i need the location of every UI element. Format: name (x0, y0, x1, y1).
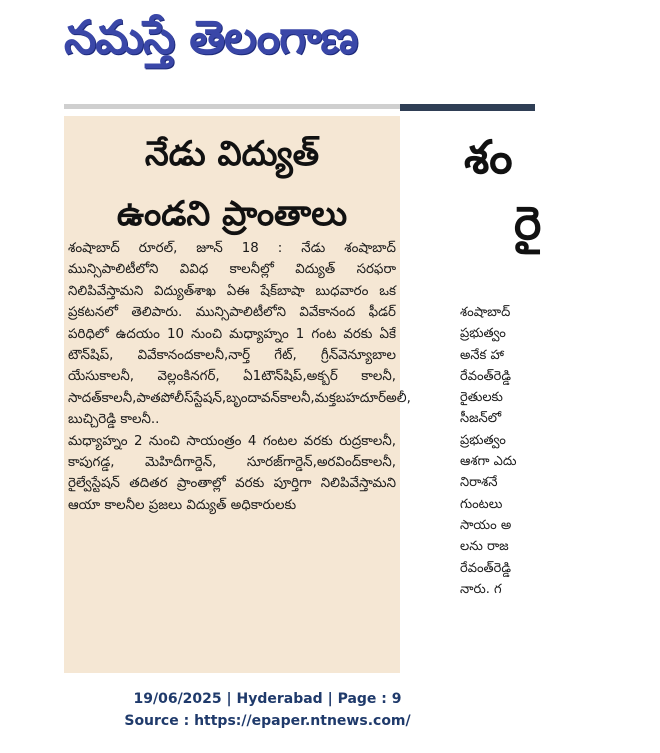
adjacent-line: లను రాజ (460, 539, 509, 555)
adjacent-line: ఆశగా ఎదు (460, 454, 517, 470)
article-paragraph-2: మధ్యాహ్నం 2 నుంచి సాయంత్రం 4 గంటల వరకు రుద్రకాలనీ, కాపుగడ్డ, మెహిదీగార్డెన్, సూరజ్‌గార్డెన్,అరవింద్‌కాలనీ, రైల్వేస్టేషన్ తదితర ప్రాంతాల్లో వరకు పూర్తిగా నిలిపివేస్తామని ఆయా కాలనీల ప్రజలు విద్యుత్ అధికారులకు (68, 433, 396, 513)
adjacent-article-lines (460, 302, 660, 600)
adjacent-headline-fragment-2: రై (514, 196, 542, 250)
adjacent-line: సీజన్‌లో (460, 411, 502, 427)
article-paragraph-1: శంషాబాద్ రూరల్, జూన్ 18 : నేడు శంషాబాద్ మున్సిపాలిటీలోని వివిధ కాలనీల్లో విద్యుత్ సరఫరా నిలిపివేస్తామని విద్యుత్‌శాఖ ఏఈ షేక్‌బాషా బుధవారం ఒక ప్రకటనలో తెలిపారు. మున్సిపాలిటీలోని వివేకానంద ఫీడర్ పరిధిలో ఉదయం 10 నుంచి మధ్యాహ్నం 1 గంట వరకు ఏకే టౌన్‌షిప్, వివేకానందకాలనీ,నార్త్ గేట్, గ్రీన్‌వెన్యూబాల యేసుకాలనీ, వెల్లంకినగర్, ఏ1టౌన్‌షిప్,అక్బర్ కాలనీ, సాదత్‌కాలనీ,పాతపోలీస్‌స్టేషన్,బృందావన్‌కాలనీ,మక్తబహదూర్‌అలీ, బుచ్చిరెడ్డి కాలనీ.. (68, 241, 411, 428)
adjacent-line: శంషాబాద్ (460, 305, 511, 320)
article-clipping (64, 116, 411, 673)
article-headline (64, 124, 400, 244)
adjacent-line: అనేక హా (460, 347, 504, 363)
footer-dateline: 19/06/2025 | Hyderabad | Page : 9 (133, 691, 402, 707)
adjacent-headline-fragment-1: శం (464, 130, 513, 184)
article-body (68, 238, 411, 516)
divider-rule-dark (400, 104, 535, 111)
adjacent-line: రైతులకు (460, 390, 503, 406)
adjacent-line: రేవంత్‌రెడ్డి (460, 560, 511, 576)
adjacent-line: సాయం అ (460, 517, 512, 533)
adjacent-line: రేవంత్‌రెడ్డి (460, 368, 511, 384)
headline-line-1: నేడు విద్యుత్ (144, 134, 320, 174)
adjacent-line: నిరాశనే (460, 475, 498, 491)
adjacent-line: ప్రభుత్వం (460, 326, 506, 342)
clipping-footer (0, 688, 535, 732)
newspaper-masthead: నమస్తే తెలంగాణ (64, 10, 358, 64)
adjacent-line: నారు. గ (460, 581, 502, 597)
adjacent-line: ప్రభుత్వం (460, 432, 506, 448)
adjacent-article-fragment (452, 116, 542, 673)
adjacent-line: గుంటలు (460, 496, 503, 512)
divider-rule (64, 104, 400, 109)
footer-source: Source : https://epaper.ntnews.com/ (124, 713, 411, 729)
headline-line-2: ఉండని ప్రాంతాలు (116, 194, 348, 234)
